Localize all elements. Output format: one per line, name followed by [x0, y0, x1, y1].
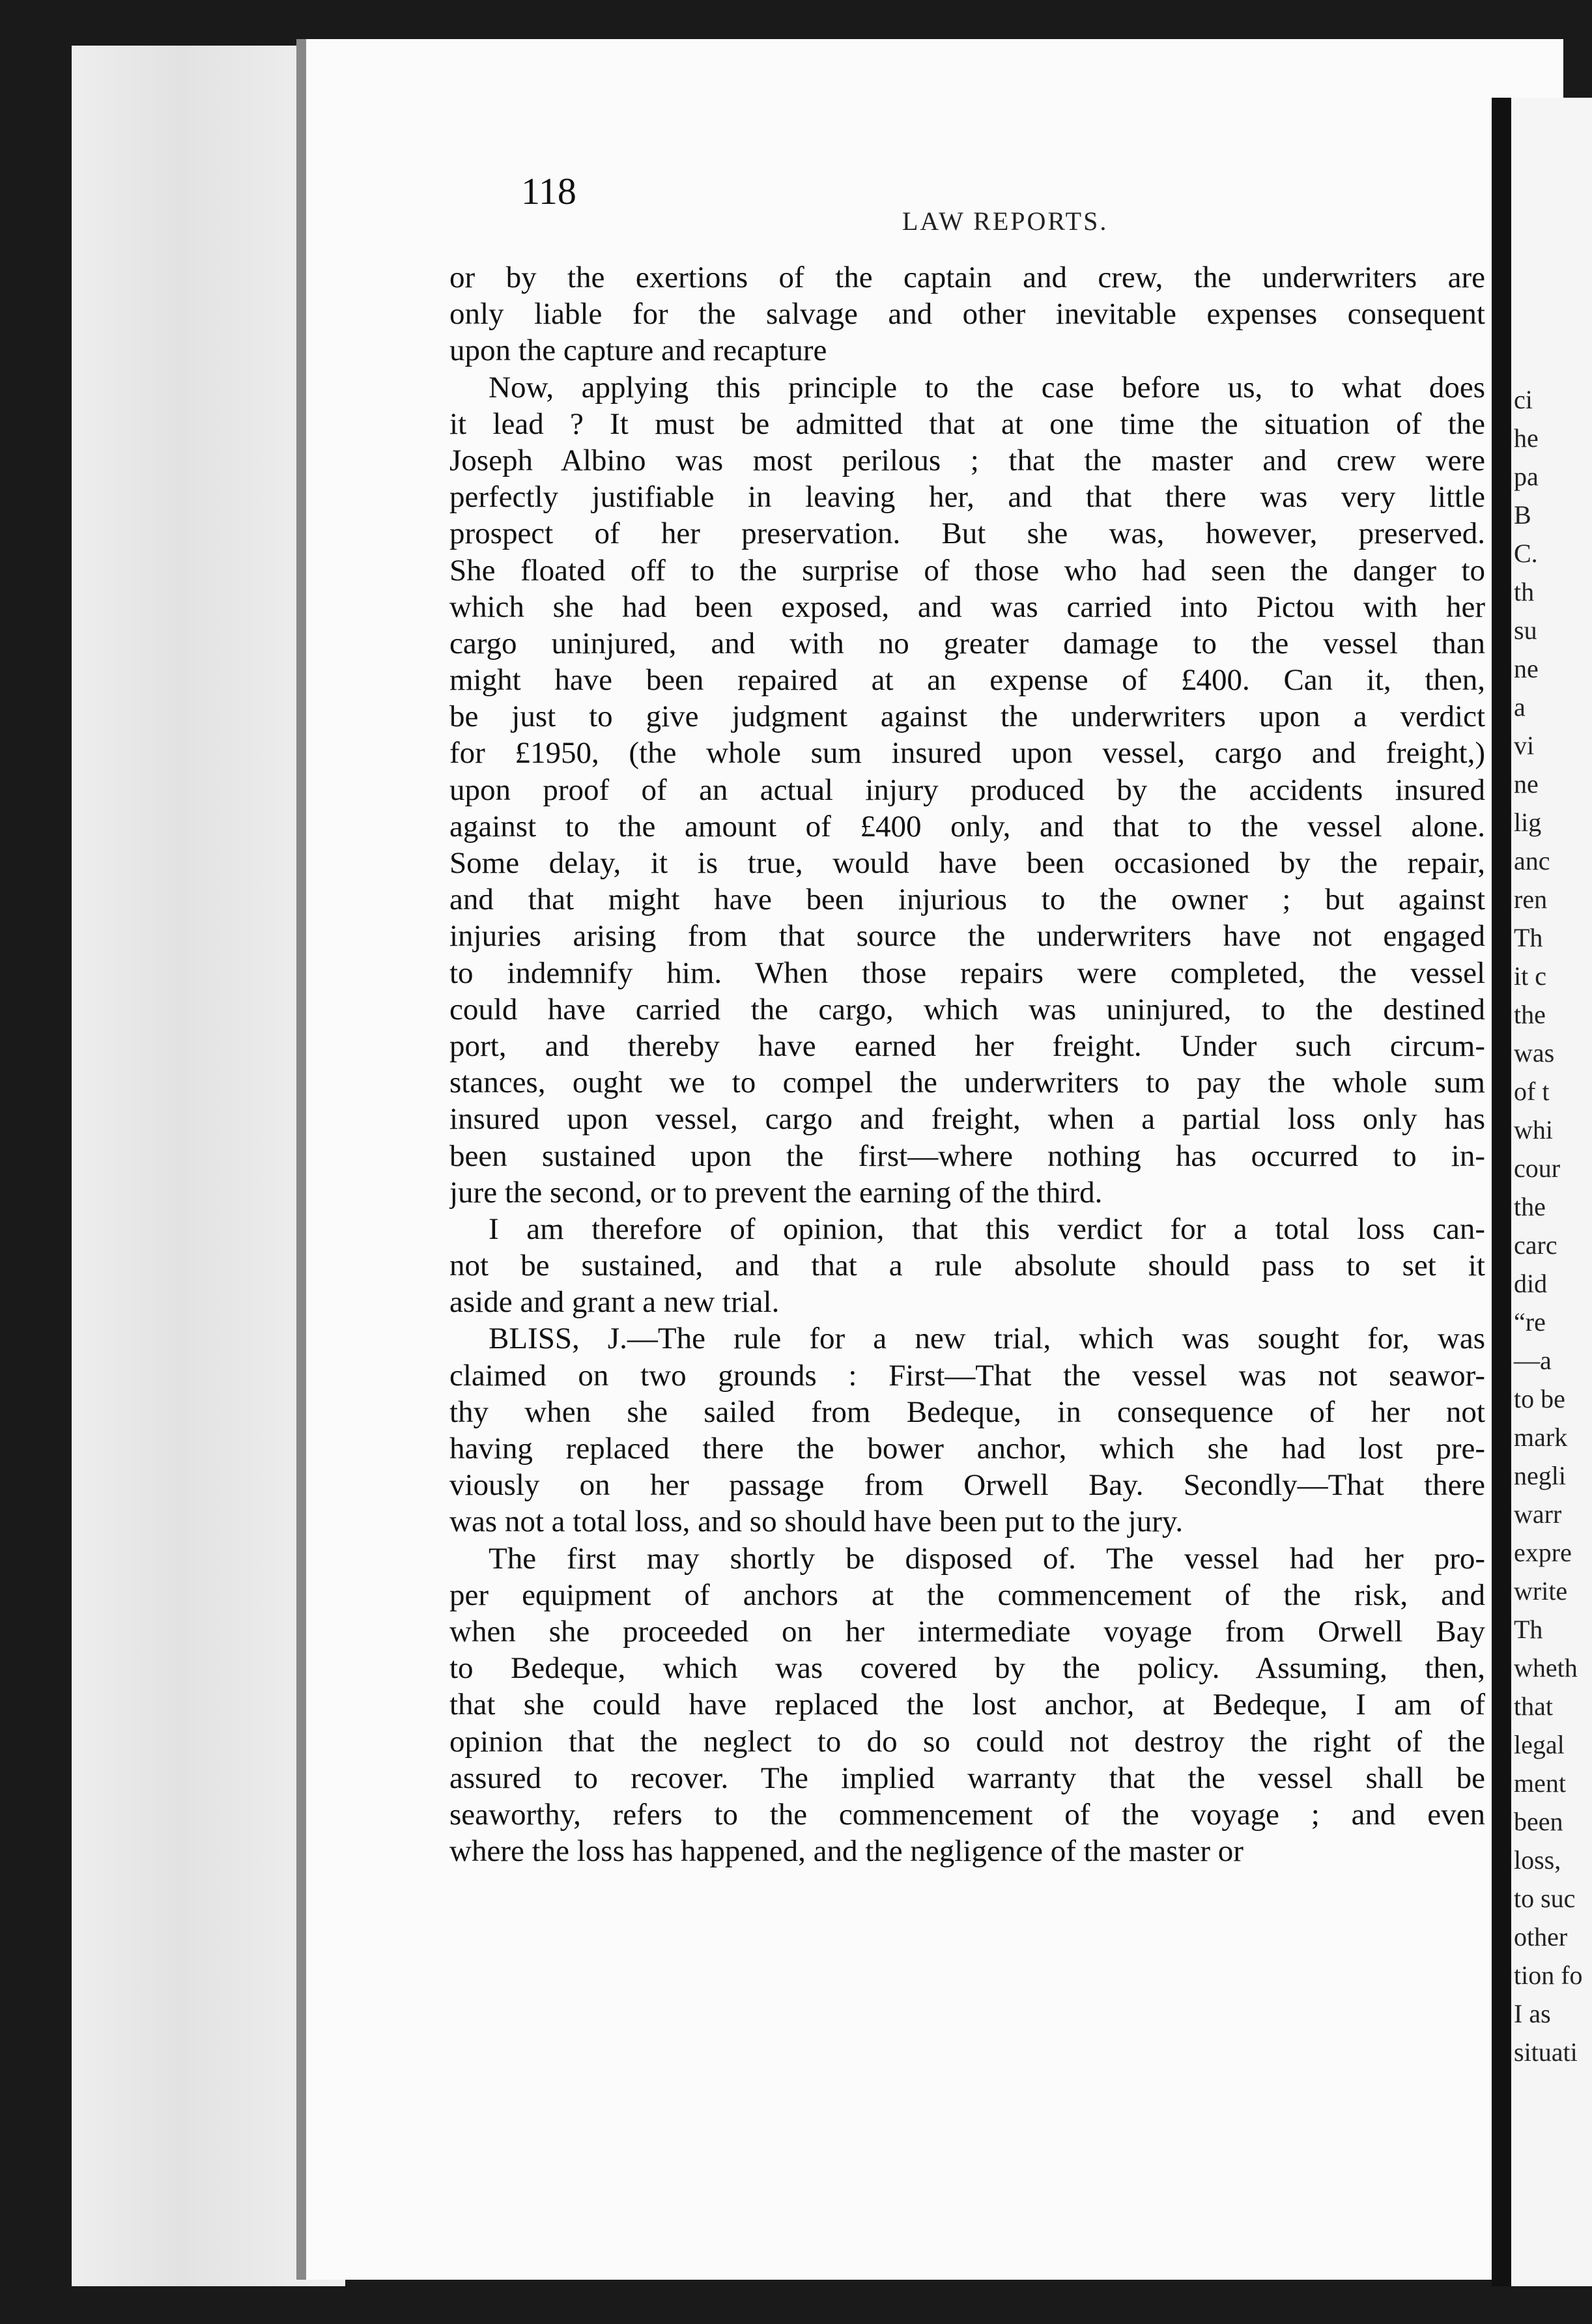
facing-page-fragment: —a	[1514, 1346, 1552, 1375]
facing-page-fragment: negli	[1514, 1461, 1566, 1490]
facing-page-fragment: that	[1514, 1692, 1553, 1721]
text-line: jure the second, or to prevent the earning of the third.	[449, 1175, 1103, 1210]
text-line: Now, applying this principle to the case before us, to what does	[489, 370, 1485, 404]
facing-page-edge	[1511, 98, 1592, 2286]
facing-page-fragment: I as	[1514, 1999, 1551, 2028]
facing-page-fragment: ne	[1514, 654, 1539, 683]
text-line: She floated off to the surprise of those who had seen the danger to	[449, 553, 1485, 588]
text-line: viously on her passage from Orwell Bay. Secondly—That there	[449, 1468, 1485, 1503]
facing-page-fragment: Th	[1514, 1615, 1543, 1644]
page-number: 118	[521, 170, 576, 212]
facing-page-fragment: write	[1514, 1576, 1568, 1606]
facing-page-fragment: the	[1514, 1000, 1546, 1029]
text-line: which she had been exposed, and was carried into Pictou with her	[449, 589, 1485, 624]
facing-page-fragment: Th	[1514, 923, 1543, 952]
facing-page-fragment: been	[1514, 1807, 1563, 1836]
text-line: having replaced there the bower anchor, which she had lost pre-	[449, 1432, 1485, 1466]
text-line: not be sustained, and that a rule absolute should pass to set it	[449, 1249, 1485, 1283]
text-line: upon proof of an actual injury produced by the accidents insured	[449, 772, 1485, 807]
facing-page-fragment: other	[1514, 1922, 1568, 1951]
facing-page-fragment: the	[1514, 1192, 1546, 1221]
text-line: Some delay, it is true, would have been occasioned by the repair,	[449, 846, 1485, 880]
text-line: injuries arising from that source the underwriters have not engaged	[449, 919, 1485, 954]
text-line: against to the amount of £400 only, and that to the vessel alone.	[449, 809, 1485, 843]
facing-page-fragment: to suc	[1514, 1884, 1576, 1913]
facing-page-fragment: th	[1514, 577, 1535, 606]
facing-page-fragment: was	[1514, 1038, 1555, 1068]
facing-page-fragment: pa	[1514, 462, 1539, 491]
text-line: I am therefore of opinion, that this verdict for a total loss can-	[489, 1212, 1485, 1246]
facing-page-fragment: su	[1514, 616, 1537, 645]
facing-page-fragment: it c	[1514, 961, 1546, 991]
facing-page-fragment: of t	[1514, 1077, 1550, 1106]
facing-page-fragment: legal	[1514, 1730, 1565, 1759]
text-line: where the loss has happened, and the negligence of the master or	[449, 1834, 1244, 1869]
body-text	[449, 259, 1485, 1869]
text-line: was not a total loss, and so should have been put to the jury.	[449, 1505, 1184, 1539]
facing-page-fragment: “re	[1514, 1307, 1546, 1337]
text-line: only liable for the salvage and other inevitable expenses consequent	[449, 297, 1485, 332]
text-line: BLISS, J.—The rule for a new trial, which was sought for, was	[489, 1322, 1485, 1356]
page-gap-shadow	[1492, 98, 1511, 2286]
facing-page-fragment: B	[1514, 500, 1531, 530]
text-line: insured upon vessel, cargo and freight, when a partial loss only has	[449, 1102, 1485, 1137]
facing-page-fragment: a	[1514, 692, 1526, 722]
text-line: to indemnify him. When those repairs were completed, the vessel	[449, 956, 1485, 990]
facing-page-fragment: he	[1514, 423, 1539, 453]
text-line: assured to recover. The implied warranty that the vessel shall be	[449, 1761, 1485, 1795]
text-line: opinion that the neglect to do so could not destroy the right of the	[449, 1724, 1485, 1759]
text-line: upon the capture and recapture	[449, 333, 827, 368]
facing-page-fragment: ci	[1514, 385, 1533, 414]
facing-page-fragment: warr	[1514, 1499, 1562, 1529]
facing-page-fragment: ment	[1514, 1768, 1566, 1798]
facing-page-fragment: loss,	[1514, 1845, 1561, 1875]
facing-page-fragment: lig	[1514, 808, 1542, 837]
facing-page-fragment: mark	[1514, 1423, 1568, 1452]
facing-page-fragment: cour	[1514, 1154, 1561, 1183]
text-line: it lead ? It must be admitted that at one time the situation of the	[449, 406, 1485, 441]
facing-page-fragment: ren	[1514, 885, 1548, 914]
text-line: claimed on two grounds : First—That the vessel was not seawor-	[449, 1358, 1485, 1393]
text-line: Joseph Albino was most perilous ; that the master and crew were	[449, 443, 1485, 477]
text-line: been sustained upon the first—where nothing has occurred to in-	[449, 1139, 1485, 1173]
text-line: perfectly justifiable in leaving her, and that there was very little	[449, 480, 1485, 515]
text-line: when she proceeded on her intermediate voyage from Orwell Bay	[449, 1614, 1485, 1649]
text-line: aside and grant a new trial.	[449, 1285, 780, 1320]
facing-page-fragment: carc	[1514, 1230, 1557, 1260]
text-line: that she could have replaced the lost anchor, at Bedeque, I am of	[449, 1688, 1485, 1722]
text-line: might have been repaired at an expense of £400. Can it, then,	[449, 663, 1485, 698]
facing-page-fragment: wheth	[1514, 1653, 1578, 1682]
facing-page-fragment: expre	[1514, 1538, 1572, 1567]
text-line: and that might have been injurious to the owner ; but against	[449, 883, 1485, 917]
text-line: port, and thereby have earned her freight. Under such circum-	[449, 1028, 1485, 1063]
text-line: prospect of her preservation. But she was, however, preserved.	[449, 517, 1485, 551]
facing-page-fragment: situati	[1514, 2037, 1578, 2067]
facing-page-fragment: did	[1514, 1269, 1548, 1298]
text-line: for £1950, (the whole sum insured upon vessel, cargo and freight,)	[449, 736, 1485, 771]
facing-page-fragment: C.	[1514, 539, 1538, 568]
text-line: thy when she sailed from Bedeque, in consequence of her not	[449, 1395, 1485, 1429]
facing-page-fragment: anc	[1514, 846, 1550, 875]
running-title: LAW REPORTS.	[902, 206, 1109, 236]
text-line: seaworthy, refers to the commencement of the voyage ; and even	[449, 1797, 1485, 1832]
facing-page-fragment: tion fo	[1514, 1961, 1583, 1990]
text-line: per equipment of anchors at the commencement of the risk, and	[449, 1578, 1485, 1612]
text-line: The first may shortly be disposed of. The vessel had her pro-	[489, 1541, 1485, 1576]
text-line: cargo uninjured, and with no greater damage to the vessel than	[449, 626, 1485, 660]
facing-page-fragment: ne	[1514, 769, 1539, 799]
text-line: or by the exertions of the captain and crew, the underwriters are	[449, 261, 1485, 294]
facing-page-fragment: to be	[1514, 1384, 1565, 1413]
text-line: could have carried the cargo, which was uninjured, to the destined	[449, 992, 1485, 1027]
facing-page-fragment: whi	[1514, 1115, 1553, 1144]
text-line: to Bedeque, which was covered by the policy. Assuming, then,	[449, 1651, 1485, 1686]
text-line: stances, ought we to compel the underwriters to pay the whole sum	[449, 1066, 1485, 1100]
facing-page-fragment: vi	[1514, 731, 1535, 760]
text-line: be just to give judgment against the underwriters upon a verdict	[449, 700, 1485, 734]
